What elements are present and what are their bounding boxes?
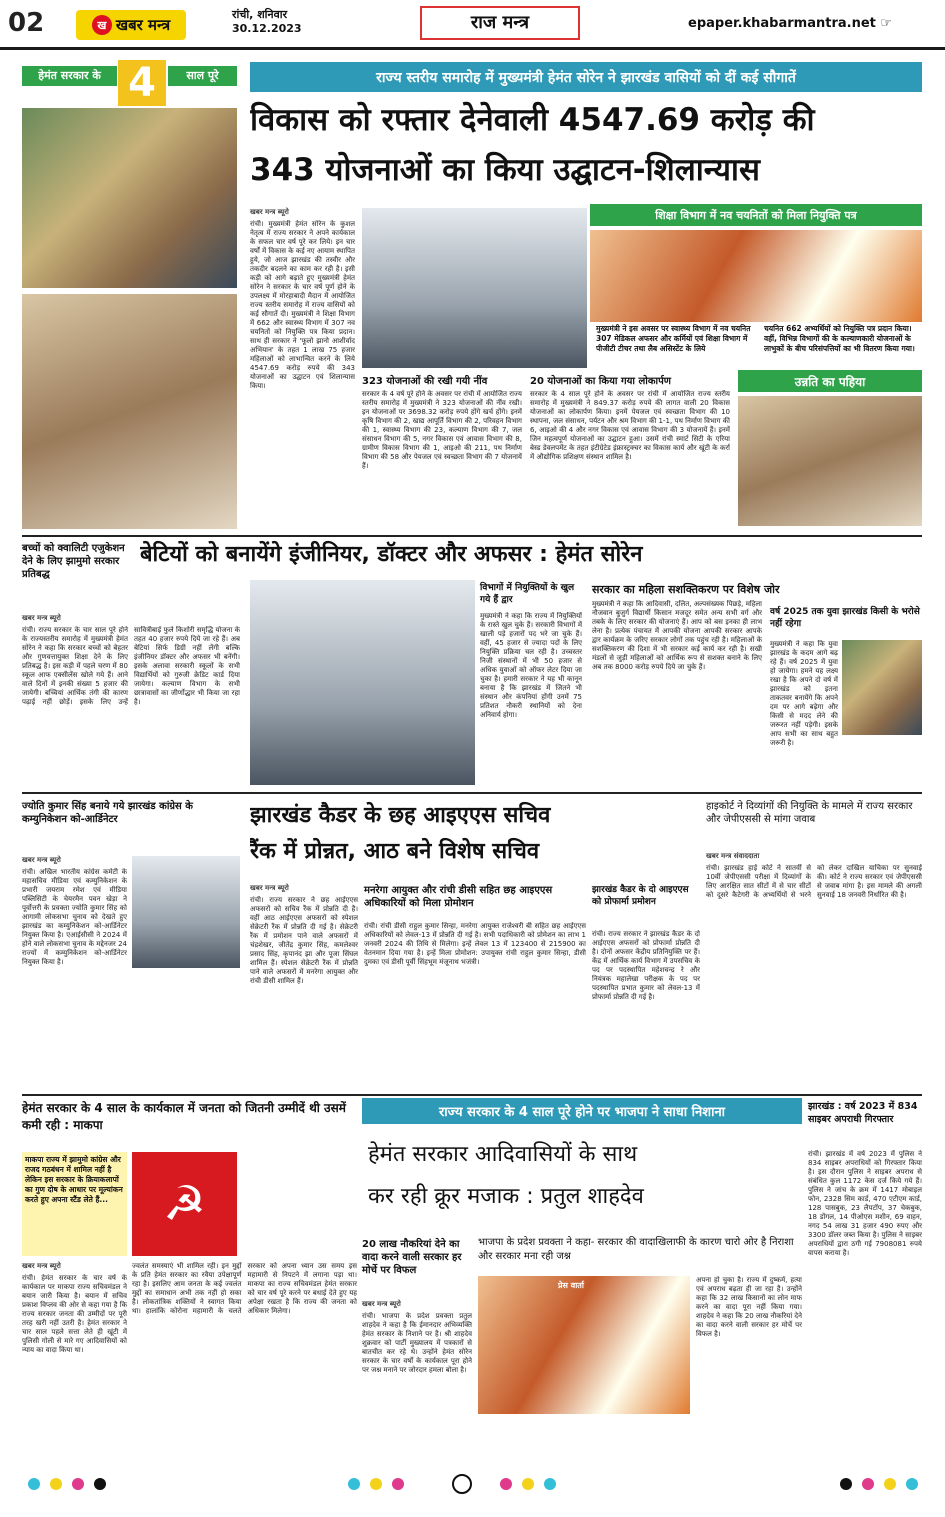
- cyber-text: रांची। झारखंड में वर्ष 2023 में पुलिस ने 834 साइबर अपराधियों को गिरफ्तार किया है। इस दौरान पुलिस ने साइबर अपराध से संबंधित कुल 1172 केस दर्ज किये गये हैं। पुलिस ने जांच के क्रम में 1417 मोबाइल फोन, 2328 सिम कार्ड, 470 एटीएम कार्ड, 128 पासबुक, 23 लैपटॉप, 37 चेकबुक, 18 डोंगल, 14 पीओएस मशीन, 69 वाहन, नगद 54 लाख 31 हजार 490 रुपए और 3300 डॉलर जब्त किया है। पुलिस ने साइबर अपराधियों द्वारा ठगी गई 7908081 रुपये वापस कराया है।: [808, 1150, 922, 1257]
- sub2-text: सरकार के 4 साल पूरे होने के अवसर पर रांची में आयोजित राज्य स्तरीय समारोह में मुख्यमंत्री ने 849.37 करोड़ रुपये की लागत वाली 20 विकास योजनाओं का लोकार्पण किया। इनमें पेयजल एवं स्वच्छता विभाग की 10 स्थापना, जल संसाधन, पर्यटन और श्रम विभाग की 1-1, पथ निर्माण विभाग की 6, आइओ की 4 और नगर विकास एवं आवास विभाग की 3 योजनायें हैं। इनमें जिन महत्वपूर्ण योजनाओं का उद्घाटन हुआ। उसमें रांची स्मार्ट सिटी के एरिया बेस्ड डेवलपमेंट के तहत इंटीग्रेटेड इंफ्रास्ट्रक्चर का विकास कार्य और खूंटी के कर्रा में औद्योगिक प्रशिक्षण संस्थान शामिल है।: [530, 390, 730, 461]
- dateline: [232, 8, 302, 36]
- cpim-sub: माकपा राज्य में झामुमो कांग्रेस और राजद गठबंधन में शामिल नहीं है लेकिन इस सरकार के क्रियाकलापों का गुण दोष के आधार पर मूल्यांकन करते हुए अपना स्टैंड लेते हैं...: [25, 1155, 123, 1204]
- registration-marks-center-left: [348, 1478, 404, 1490]
- press-banner: प्रेस वार्ता: [558, 1281, 584, 1290]
- cyan-mark: [28, 1478, 40, 1490]
- mnrega-text: रांची। रांची डीसी राहुल कुमार सिन्हा, मनरेगा आयुक्त राजेश्वरी बी सहित छह आईएएस अधिकारियों को लेवल-13 में प्रोन्नति दी गई है। सभी पदाधिकारी को प्रोमेशन का लाभ 1 जनवरी 2024 की तिथि से मिलेगा। इन्हें लेवल 13 में 123400 से 215900 का वेतनमान दिया गया है। इन्हें मिला प्रोमोशन: उपायुक्त रांची राहुल कुमार सिन्हा, डीसी दुमका एवं डीसी पूर्वी सिंहभूम मंजूनाथ भजंत्री।: [364, 922, 586, 966]
- divider: [22, 792, 922, 794]
- appointments-text: मुख्यमंत्री ने कहा कि राज्य में नियुक्तियों के रास्ते खुल चुके हैं। सरकारी विभागों में खाली पड़े हजारों पद भरे जा चुके हैं। वहीं, 45 हजार से ज्यादा पदों के लिए नियुक्ति प्रक्रिया चल रही है। उच्चस्तर निजी संस्थानों में भी 50 हजार से अधिक युवाओं को ऑफर लेटर दिया जा चुका है। हमारी सरकार ने यह भी कानून बनाया है कि झारखंड में जितने भी संस्थान और कंपनियां होंगी उनमें 75 प्रतिशत नौकरी स्थानियों को देना अनिवार्य होगा।: [480, 612, 582, 719]
- hc-byline: खबर मन्त्र संवाददाता: [706, 852, 760, 860]
- yellow-mark: [370, 1478, 382, 1490]
- lead-headline-2: 343 योजनाओं का किया उद्घाटन-शिलान्यास: [250, 152, 760, 188]
- cpim-flag: [132, 1152, 237, 1256]
- lead-byline: खबर मन्त्र ब्यूरो: [250, 208, 289, 216]
- betiyan-side-head: बच्चों को क्वालिटी एजुकेशन देने के लिए झामुमो सरकार प्रतिबद्ध: [22, 543, 125, 580]
- bjp-text-2: अपना हो चुका है। राज्य में दुष्कर्म, हत्या एवं अपराध बढ़ता ही जा रहा है। उन्होंने कहा कि 32 लाख किसानों का लोन माफ करने का वादा पूरा नहीं किया गया। शाहदेव ने कहा कि 20 लाख नौकरियां देने का वादा करने वाली सरकार हर मोर्चे पर विफल है।: [696, 1276, 802, 1338]
- lead-headline-1: विकास को रफ्तार देनेवाली 4547.69 करोड़ की: [250, 102, 815, 138]
- women-text: मुख्यमंत्री ने कहा कि आदिवासी, दलित, अल्पसंख्यक पिछड़े, महिला नौजवान बुजुर्ग विद्यार्थी किसान मजदूर समेत अन्य सभी वर्ग और तबके के लिए सरकार की योजनाएं हैं। आप को बस इनका ही लाभ लेना है। प्रत्येक पंचायत में आपकी योजना आपकी सरकार आपके द्वार कार्यक्रम के जरिए सरकार लोगों तक पहुंच रही है। महिलाओं के सशक्तिकरण की दिशा में भी सरकार कई कार्य कर रही है। सखी मंडलों से जुड़ी महिलाओं को आर्थिक रूप से सशक्त बनाने के लिए अब तक 8000 करोड़ रुपये दिये जा चुके हैं।: [592, 600, 762, 671]
- cyan-mark: [544, 1478, 556, 1490]
- proforma-head: झारखंड कैडर के दो आइएएस को प्रोफार्मा प्रमोशन: [592, 885, 689, 907]
- cyan-mark: [906, 1478, 918, 1490]
- cadre-byline: खबर मन्त्र ब्यूरो: [250, 884, 289, 892]
- betiyan-byline: खबर मन्त्र ब्यूरो: [22, 614, 61, 622]
- cpim-text-2: ज्वलंत समस्याएं भी शामिल रही। इन मुद्दों के प्रति हेमंत सरकार का रवैया उपेक्षापूर्ण रहा है। इसलिए आम जनता के कई ज्वलंत मुद्दों का समाधान अभी तक नहीं हो सका है। लोकतांत्रिक शक्तियों ने स्वागत किया था। हालांकि कोरोना महामारी के चलते सरकार को अपना ध्यान उस समय इस महामारी से निपटने में लगाना पड़ा था। माकपा का राज्य सचिवमंडल हेमंत सरकार को चार वर्ष पूरे करने पर बधाई देते हुए यह अपेक्षा रखता है कि राज्य की जनता को अधिकार मिलेगा।: [132, 1262, 357, 1315]
- badge-number: 4: [118, 60, 166, 106]
- proforma-text: रांची। राज्य सरकार ने झारखंड कैडर के दो आईएएस अफसरों को प्रोफार्मा प्रोन्नति दी है। दोनों अफसर केंद्रीय प्रतिनियुक्ति पर हैं। केंद्र में आर्थिक कार्य विभाग में उपसचिव के पद पर पदस्थापित महेशचन्द्र रे और नियंत्रक महालेखा परीक्षक के पद पर पदस्थापित प्रभात कुमार को लेवल-13 में प्रोफार्मा प्रोन्नति दी गई है।: [592, 930, 700, 1001]
- bjp-headline-2: कर रही क्रूर मजाक : प्रतुल शाहदेव: [368, 1184, 644, 1209]
- registration-marks-left: [28, 1478, 106, 1490]
- cursor-icon: ☞: [880, 16, 893, 31]
- photo-jyoti-kumar-singh: [132, 856, 240, 968]
- yellow-mark: [884, 1478, 896, 1490]
- masthead: [0, 0, 945, 50]
- unnati-band: उन्नति का पहिया: [738, 370, 922, 392]
- magenta-mark: [392, 1478, 404, 1490]
- sub1-text: सरकार के 4 वर्ष पूरे होने के अवसर पर रांची में आयोजित राज्य स्तरीय समारोह में मुख्यमंत्री ने 323 योजनाओं की नींव रखी। इन योजनाओं पर 3698.32 करोड़ रुपये होंगे खर्च होंगे। इनमें कृषि विभाग की 2, खाद्य आपूर्ति विभाग की 2, परिवहन विभाग की 1, स्वास्थ्य विभाग की 23, कल्याण विभाग की 7, जल संसाधन विभाग की 5, नगर विकास एवं आवास विभाग की 8, ग्रामीण विकास विभाग की 1, आइओ की 211, पथ निर्माण विभाग की 58 और पेयजल एवं स्वच्छता विभाग की 7 योजनायें हैं।: [362, 390, 522, 470]
- cyber-head: झारखंड : वर्ष 2023 में 834 साइबर अपराधी गिरफ्तार: [808, 1101, 918, 1125]
- crosshair-icon: [452, 1474, 472, 1494]
- cpim-head: हेमंत सरकार के 4 साल के कार्यकाल में जनता को जितनी उम्मीदें थी उसमें कमी रही : माकपा: [22, 1101, 346, 1132]
- cadre-body: रांची। राज्य सरकार ने छह आईएएस अफसरों को सचिव रैंक में प्रोन्नति दी है। वहीं आठ आईएएस अफसरों को स्पेशल सेक्रेटरी रैंक में प्रोन्नति दी गई है। सेक्रेटरी रैंक में प्रमोशन पाने वाले अफसरों में चंद्रशेखर, जीतेंद्र कुमार सिंह, कमलेश्वर प्रसाद सिंह, कृपानंद झा और पूजा सिंघल शामिल हैं। स्पेशल सेक्रेटरी रैंक में प्रोन्नति पाने वाले अफसरों में मनरेगा आयुक्त और रांची डीसी शामिल हैं।: [250, 896, 358, 985]
- bjp-headline-1: हेमंत सरकार आदिवासियों के साथ: [368, 1142, 638, 1167]
- bjp-text: रांची। भाजपा के प्रदेश प्रवक्ता प्रतुल शाहदेव ने कहा है कि ईमानदार अभिव्यक्ति हेमंत सरकार के निशाने पर है। श्री शाहदेव शुक्रवार को पार्टी मुख्यालय में पत्रकारों से बातचीत कर रहे थे। उन्होंने हेमंत सोरेन सरकार के चार वर्षों के कार्यकाल पूरा होने पर जश्न मनाने पर जोरदार हमला बोला है।: [362, 1312, 472, 1374]
- top-strip: राज्य स्तरीय समारोह में मुख्यमंत्री हेमंत सोरेन ने झारखंड वासियों को दीं कई सौगातें: [250, 62, 922, 92]
- cadre-headline-2: रैंक में प्रोन्नत, आठ बने विशेष सचिव: [250, 839, 540, 864]
- mnrega-head: मनरेगा आयुक्त और रांची डीसी सहित छह आइएएस अधिकारियों को मिला प्रोमोशन: [364, 885, 553, 909]
- divider: [22, 1094, 922, 1096]
- black-mark: [840, 1478, 852, 1490]
- photo-appointment-letters: [22, 294, 237, 529]
- photo-scheme-launch: [362, 208, 587, 368]
- page-number: 02: [8, 8, 45, 38]
- bjp-byline: खबर मन्त्र ब्यूरो: [362, 1300, 401, 1308]
- badge-right: साल पूरे: [168, 66, 237, 86]
- brand-logo: [76, 10, 186, 40]
- caption-left: मुख्यमंत्री ने इस अवसर पर स्वास्थ्य विभाग में नव चयनित 307 मेडिकल अफसर और कर्मियों एवं शिक्षा विभाग में पीजीटी टीचर तथा लैब असिस्टेंट के लिये: [596, 324, 751, 353]
- magenta-mark: [862, 1478, 874, 1490]
- youth-head: वर्ष 2025 तक युवा झारखंड किसी के भरोसे नहीं रहेगा: [770, 607, 920, 629]
- yellow-mark: [50, 1478, 62, 1490]
- epaper-link[interactable]: [688, 16, 892, 31]
- hc-text: रांची। झारखंड हाई कोर्ट ने सातवीं से 10वीं जेपीएससी परीक्षा में दिव्यांगों के लिए आरक्षित सात सीटों में से चार सीटों को दूसरे कैटेगरी के अभ्यर्थियों से भरने को लेकर दाखिल याचिका पर सुनवाई की। कोर्ट ने राज्य सरकार एवं जेपीएससी से जवाब मांगा है। इस मामले की अगली सुनवाई 18 जनवरी निर्धारित की है।: [706, 864, 922, 899]
- anniversary-badge: [22, 60, 237, 106]
- caption-right: चयनित 662 अभ्यर्थियों को नियुक्ति पत्र प्रदान किया। वहीं, विभिन्न विभागों की के कल्याणकारी योजनाओं के लाभुकों के बीच परिसंपत्तियों का भी वितरण किया गया।: [764, 324, 915, 353]
- black-mark: [94, 1478, 106, 1490]
- cyan-mark: [348, 1478, 360, 1490]
- registration-marks-center-right: [500, 1478, 556, 1490]
- photo-cm-students: [250, 580, 475, 785]
- photo-press-conference: [478, 1276, 690, 1414]
- photo-crowd: [590, 230, 922, 322]
- cpim-byline: खबर मन्त्र ब्यूरो: [22, 1262, 61, 1270]
- photo-cm-felicitation: [22, 108, 237, 288]
- registration-marks-right: [840, 1478, 918, 1490]
- appointments-head: विभागों में नियुक्तियों के खुल गये हैं द्वार: [480, 583, 575, 605]
- city-day: रांची, शनिवार: [232, 8, 288, 21]
- betiyan-headline: बेटियों को बनायेंगे इंजीनियर, डॉक्टर और अफसर : हेमंत सोरेन: [140, 542, 643, 567]
- cpim-text: रांची। हेमंत सरकार के चार वर्ष के कार्यकाल पर माकपा राज्य सचिवमंडल ने बयान जारी किया है। बयान में सचिव प्रकाश विप्लव की ओर से कहा गया है कि राज्य सरकार जनता की उम्मीदों पर पूरी तरह खरी नहीं उतरी है। हेमंत सरकार ने चार साल पहले सत्ता लेते ही खूंटी में पुलिसी गोली से मारे गए आदिवासियों को न्याय का वादा किया था।: [22, 1274, 127, 1354]
- badge-left: हेमंत सरकार के: [22, 66, 117, 86]
- brand-logo-icon: ख: [92, 15, 112, 35]
- lead-body: रांची। मुख्यमंत्री हेमंत सोरेन के कुशल नेतृत्व में राज्य सरकार ने अपने कार्यकाल के सफल चार वर्ष पूरे कर लिये। इन चार वर्षों में विकास के कई नए आयाम स्थापित हुये, जो आज झारखंड की तस्वीर और तकदीर बदलने का काम कर रही है। इसी कड़ी को आगे बढ़ाते हुए मुख्यमंत्री हेमंत सोरेन ने सरकार के चार वर्ष पूर्ण होने के उपलक्ष्य में मोरहाबादी मैदान में आयोजित राज्य स्तरीय समारोह में राज्य वासियों को कई सौगातें दी। मुख्यमंत्री ने शिक्षा विभाग में 662 और स्वास्थ्य विभाग में 307 नव चयनितों को नियुक्ति पत्र किया प्रदान। साथ ही सरकार ने 'फूलो झानो आशीर्वाद अभियान' के तहत 1 लाख 75 हजार महिलाओं को लाभान्वित करने के लिये 4547.69 करोड़ रुपये की 343 योजनाओं का उद्घाटन एवं शिलान्यास किया।: [250, 220, 355, 390]
- brand-name: खबर मन्त्र: [115, 16, 171, 34]
- cadre-headline-1: झारखंड कैडर के छह आइएएस सचिव: [250, 803, 551, 828]
- jyoti-text: रांची। अखिल भारतीय कांग्रेस कमेटी के महासचिव मीडिया एवं कम्युनिकेशन के प्रभारी जयराम रमेश एवं मीडिया पब्लिसिटी के चेयरमैन पवन खेड़ा ने पूर्वोत्तरी के प्रवक्ता ज्योति कुमार सिंह को आगामी लोकसभा चुनाव को देखते हुए झारखंड का कम्युनिकेशन को-आर्डिनेटर नियुक्त किया है। एआईसीसी ने 2024 में होने वाले लोकसभा चुनाव के मद्देनजर 24 राज्यों में कम्युनिकेशन को-आर्डिनेटर नियुक्त किया है।: [22, 868, 127, 966]
- divider: [22, 535, 922, 537]
- photo-cm-speech: [842, 640, 922, 735]
- youth-text: मुख्यमंत्री ने कहा कि युवा झारखंड के कदम आगे बढ़ रहे हैं। वर्ष 2025 में युवा हो जायेगा। हमने यह लक्ष्य रखा है कि अपने दो वर्ष में झारखंड को इतना ताकतवर बनायेंगे कि अपने दम पर आगे बढ़ेगा और किसी से मदद लेने की जरूरत नहीं पड़ेगी। इसके आप सभी का साथ बहुत जरूरी है।: [770, 640, 838, 747]
- shiksha-band: शिक्षा विभाग में नव चयनितों को मिला नियुक्ति पत्र: [590, 204, 922, 226]
- bjp-band: राज्य सरकार के 4 साल पूरे होने पर भाजपा ने साधा निशाना: [362, 1098, 802, 1124]
- betiyan-body: रांची। राज्य सरकार के चार साल पूरे होने के राज्यस्तरीय समारोह में मुख्यमंत्री हेमंत सोरेन ने कहा कि सरकार बच्चों को बेहतर और गुणवत्तायुक्त शिक्षा देने के लिए प्रतिबद्ध है। इस कड़ी में पहले चरण में 80 स्कूल आफ एक्सीलेंस खोले गये हैं। आने वाले दिनों में इनकी संख्या 5 हजार की जायेगी। बच्चियां आर्थिक तंगी की कारण पढ़ाई नहीं छोड़ें। इसके लिए उन्हें सावित्रीबाई फुले किशोरी समृद्धि योजना के तहत 40 हजार रुपये दिये जा रहे हैं। अब बेटियां सिर्फ डिग्री नहीं लेंगी बल्कि इंजीनियर डॉक्टर और अफसर भी बनेंगी। इसके अलावा सरकारी स्कूलों के सभी विद्यार्थियों को गुरुजी क्रेडिट कार्ड दिया जायेगा। कल्याण विभाग के सभी छात्रावासों का जीर्णोद्धार भी किया जा रहा है।: [22, 626, 240, 706]
- section-title: राज मन्त्र: [420, 6, 580, 40]
- sub2-head: 20 योजनाओं का किया गया लोकार्पण: [530, 376, 671, 387]
- bjp-kicker: भाजपा के प्रदेश प्रवक्ता ने कहा- सरकार की वादाखिलाफी के कारण चारो ओर है निराशा और सरकार मना रही जश्न: [478, 1237, 794, 1262]
- yellow-mark: [522, 1478, 534, 1490]
- hammer-sickle-icon: ☭: [162, 1176, 207, 1232]
- photo-bicycles: [738, 396, 922, 526]
- sub1-head: 323 योजनाओं की रखी गयी नींव: [362, 376, 488, 387]
- hc-head: हाइकोर्ट ने दिव्यांगों की नियुक्ति के मामले में राज्य सरकार और जेपीएससी से मांगा जवाब: [706, 801, 913, 825]
- issue-date: 30.12.2023: [232, 22, 302, 35]
- jyoti-head: ज्योति कुमार सिंह बनाये गये झारखंड कांग्रेस के कम्युनिकेशन को-आर्डिनेटर: [22, 801, 193, 825]
- bjp-sub: 20 लाख नौकरियां देने का वादा करने वाली सरकार हर मोर्चे पर विफल: [362, 1239, 462, 1276]
- jyoti-byline: खबर मन्त्र ब्यूरो: [22, 856, 61, 864]
- magenta-mark: [500, 1478, 512, 1490]
- women-head: सरकार का महिला सशक्तिकरण पर विशेष जोर: [592, 583, 780, 596]
- cpim-sub-box: [22, 1152, 127, 1256]
- magenta-mark: [72, 1478, 84, 1490]
- epaper-url[interactable]: epaper.khabarmantra.net: [688, 16, 876, 31]
